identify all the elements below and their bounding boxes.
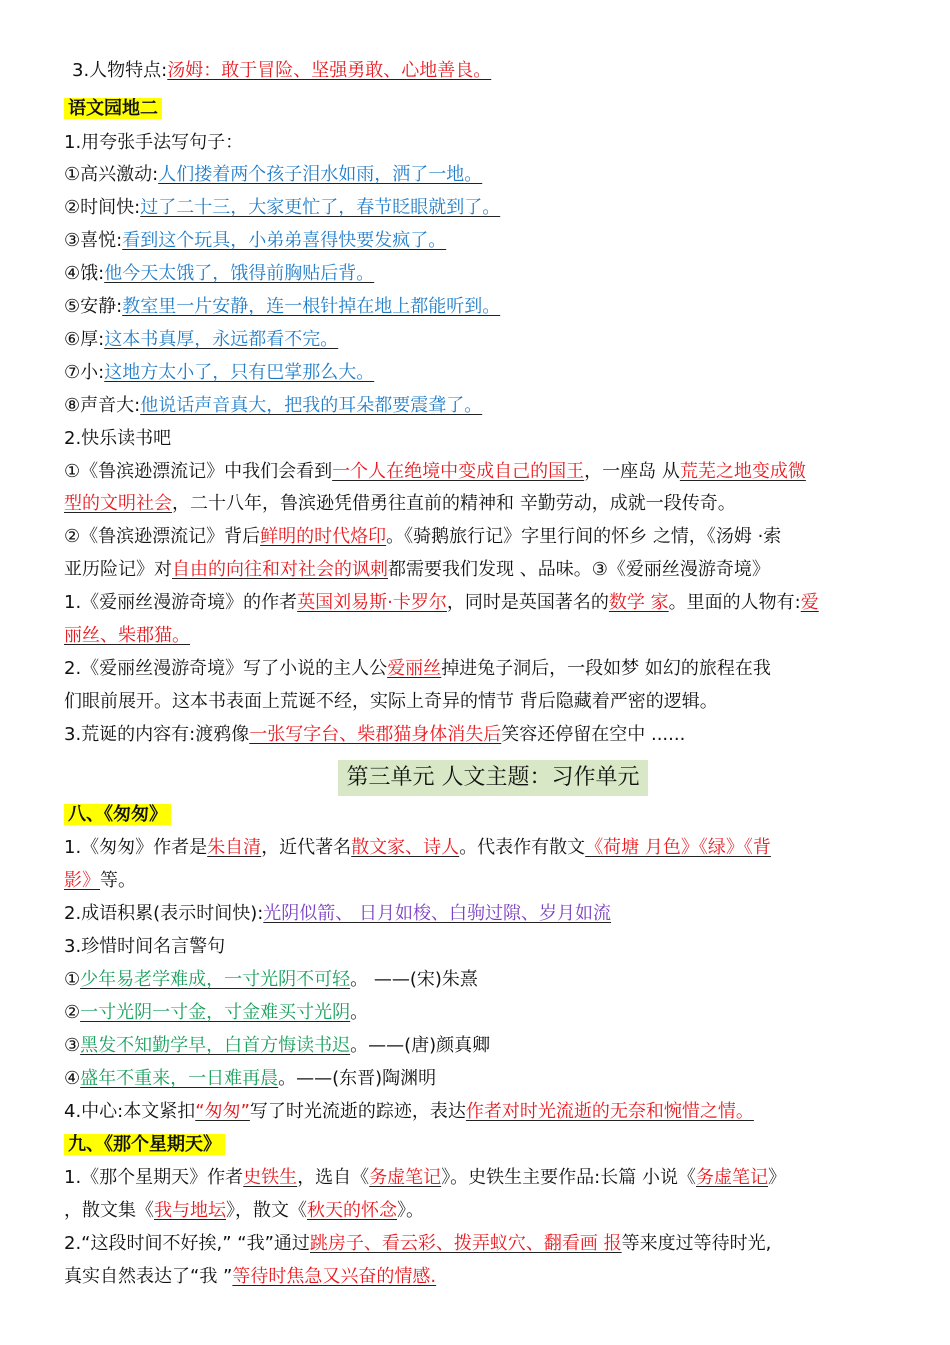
paragraph-line: 1.《匆匆》作者是朱自清，近代著名散文家、诗人。代表作有散文《荷塘 月色》《绿》《背 [64, 837, 771, 858]
paragraph-line: 丽丝、柴郡猫。 [64, 625, 190, 646]
paragraph-line: 2.“这段时间不好挨,” “我”通过跳房子、看云彩、拨弄蚁穴、翻看画 报等来度过等待时光, [64, 1233, 772, 1254]
paragraph-line: ②《鲁滨逊漂流记》背后鲜明的时代烙印。《骑鹅旅行记》字里行间的怀乡 之情，《汤姆 ·索 [64, 526, 782, 547]
list-item: ③喜悦:看到这个玩具，小弟弟喜得快要发疯了。 [64, 230, 447, 251]
paragraph-line: 影》等。 [64, 870, 136, 891]
quote-item: ②一寸光阴一寸金，寸金难买寸光阴。 [64, 1002, 369, 1023]
quote-item: ③黑发不知勤学早，白首方悔读书迟。——(唐)颜真卿 [64, 1035, 491, 1056]
paragraph-line: 真实自然表达了“我 ”等待时焦急又兴奋的情感. [64, 1266, 437, 1287]
section-heading-yuwen-yuandi: 语文园地二 [64, 94, 894, 124]
section-heading-congcong: 八、《匆匆》 [64, 800, 894, 830]
list-item: ④饿:他今天太饿了，饿得前胸贴后背。 [64, 263, 375, 284]
quote-item: ④盛年不重来，一日难再晨。——(东晋)陶渊明 [64, 1068, 437, 1089]
paragraph-line: 型的文明社会，二十八年，鲁滨逊凭借勇往直前的精神和 辛勤劳动，成就一段传奇。 [64, 493, 736, 514]
quote-item: ①少年易老学难成，一寸光阴不可轻。 ——(宋)朱熹 [64, 969, 478, 990]
paragraph-line: 1.《爱丽丝漫游奇境》的作者英国刘易斯·卡罗尔，同时是英国著名的数学 家。里面的人物有:爱 [64, 592, 819, 613]
list-item: ⑥厚:这本书真厚，永远都看不完。 [64, 329, 339, 350]
list-item: ①高兴激动:人们搂着两个孩子泪水如雨，洒了一地。 [64, 164, 483, 185]
paragraph-line: 3.荒诞的内容有:渡鸦像一张写字台、柴郡猫身体消失后笑容还停留在空中 ...... [64, 724, 686, 745]
list-item: ②时间快:过了二十三，大家更忙了，春节眨眼就到了。 [64, 197, 501, 218]
paragraph-line: 2.《爱丽丝漫游奇境》写了小说的主人公爱丽丝掉进兔子洞后，一段如梦 如幻的旅程在我 [64, 658, 771, 679]
paragraph-line: 2.成语积累(表示时间快):光阴似箭、 日月如梭、白驹过隙、岁月如流 [64, 903, 612, 924]
quotes-heading: 3.珍惜时间名言警句 [64, 936, 226, 957]
paragraph-line: ，散文集《我与地坛》，散文《秋天的怀念》。 [64, 1200, 424, 1221]
paragraph-line: ①《鲁滨逊漂流记》中我们会看到一个人在绝境中变成自己的国王，一座岛 从荒芜之地变成微 [64, 461, 806, 482]
character-traits-line: 3.人物特点:汤姆：敢于冒险、坚强勇敢、心地善良。 [72, 60, 492, 81]
answer-text: 汤姆：敢于冒险、坚强勇敢、心地善良。 [167, 60, 492, 81]
question-1: 1.用夸张手法写句子： [64, 132, 244, 153]
paragraph-line: 1.《那个星期天》作者史铁生，选自《务虚笔记》。史铁生主要作品:长篇 小说《务虚笔记》 [64, 1167, 786, 1188]
list-item: ⑦小:这地方太小了，只有巴掌那么大。 [64, 362, 375, 383]
list-item: ⑧声音大:他说话声音真大，把我的耳朵都要震聋了。 [64, 395, 483, 416]
paragraph-line: 亚历险记》对自由的向往和对社会的讽刺都需要我们发现 、品味。③《爱丽丝漫游奇境》 [64, 559, 770, 580]
question-2: 2.快乐读书吧 [64, 428, 172, 449]
list-item: ⑤安静:教室里一片安静，连一根针掉在地上都能听到。 [64, 296, 501, 317]
paragraph-line: 4.中心:本文紧扣“匆匆”写了时光流逝的踪迹，表达作者对时光流逝的无奈和惋惜之情。 [64, 1101, 754, 1122]
paragraph-line: 们眼前展开。这本书表面上荒诞不经，实际上奇异的情节 背后隐藏着严密的逻辑。 [64, 691, 718, 712]
section-heading-nage-xingqitian: 九、《那个星期天》 [64, 1130, 894, 1160]
unit-title: 第三单元 人文主题：习作单元 [338, 760, 648, 796]
